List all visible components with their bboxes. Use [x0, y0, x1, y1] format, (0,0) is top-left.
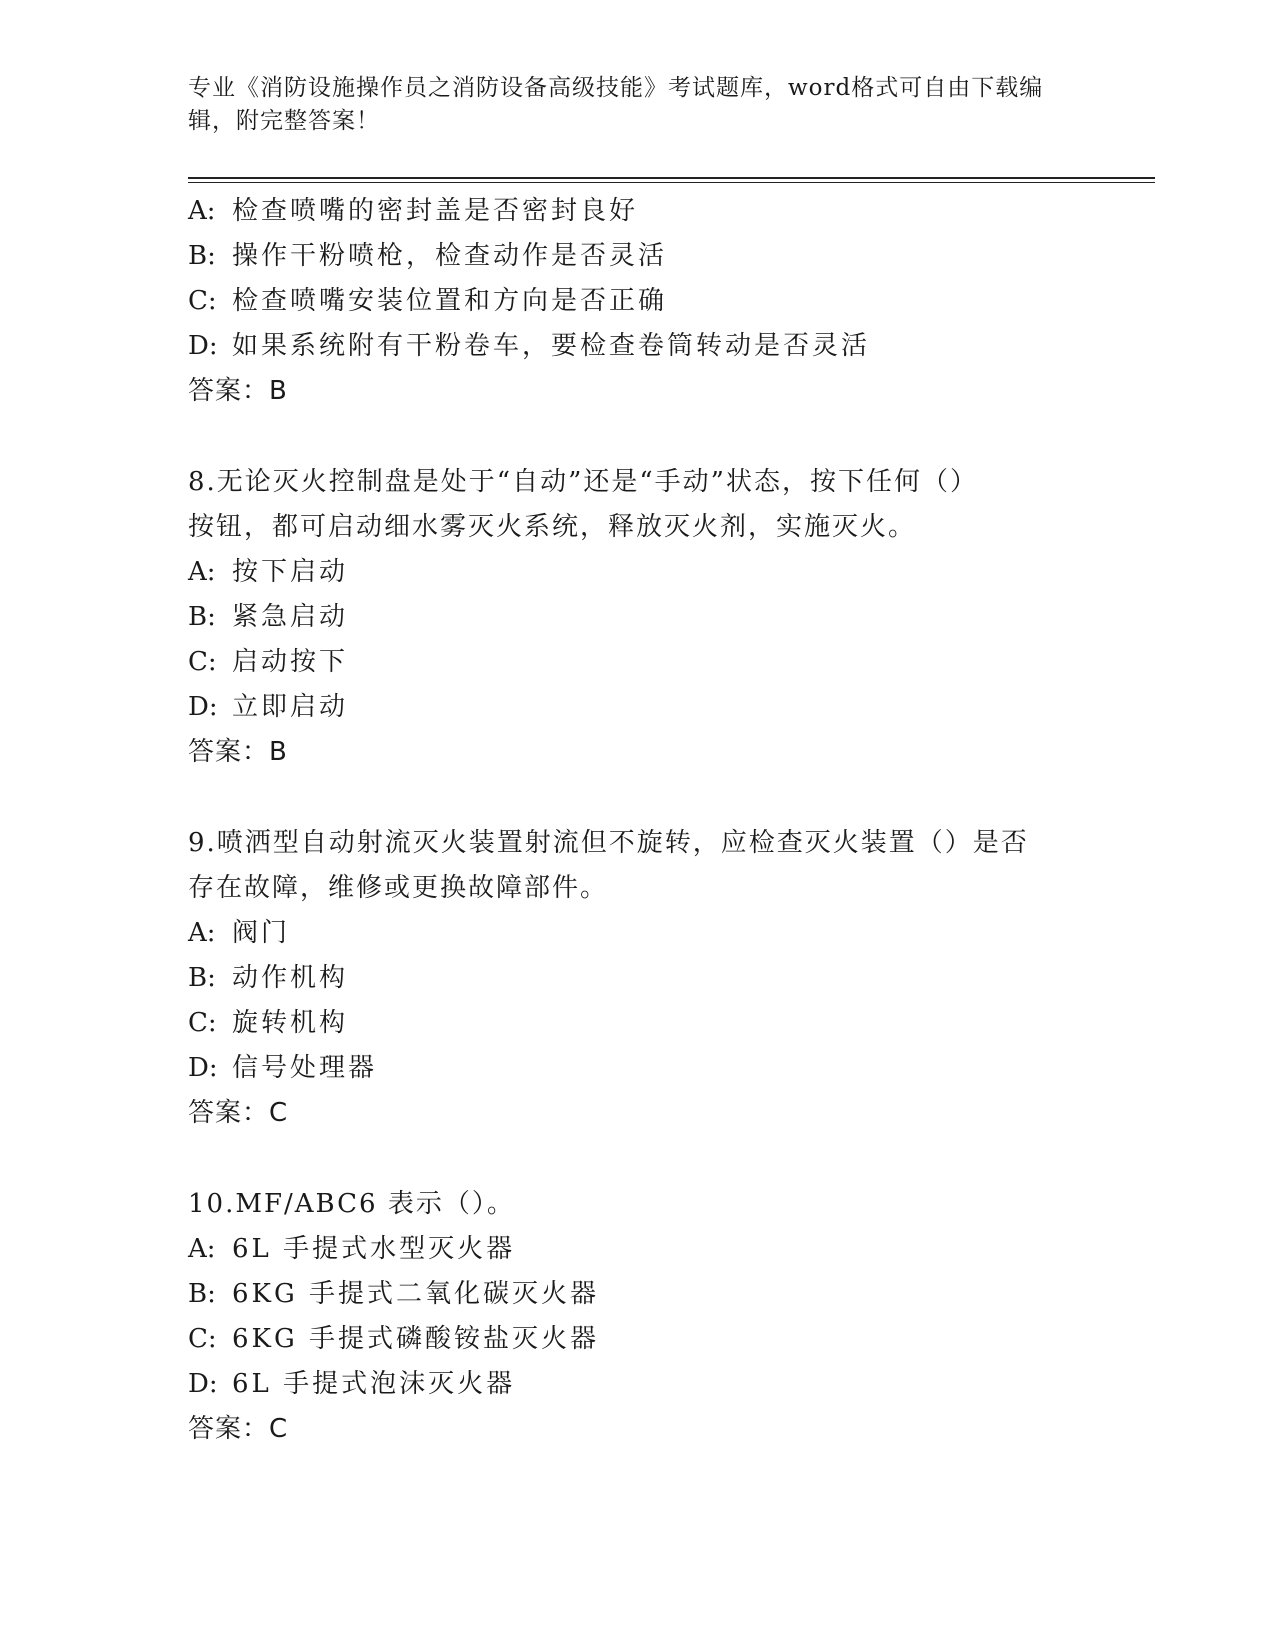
answer-line: 答案：B — [188, 737, 288, 767]
option-a: A: 6L 手提式水型灭火器 — [188, 1234, 516, 1264]
option-c: C: 检查喷嘴安装位置和方向是否正确 — [188, 286, 668, 316]
spacer — [188, 414, 1088, 460]
answer-line: 答案：B — [188, 376, 288, 406]
answer-line: 答案：C — [188, 1414, 289, 1444]
header-line-1: 专业《消防设施操作员之消防设备高级技能》考试题库，word格式可自由下载编 — [188, 75, 1044, 101]
question-8-block — [188, 460, 1088, 775]
spacer — [188, 1136, 1088, 1182]
option-d: D: 立即启动 — [188, 692, 349, 722]
header-divider-thick — [188, 177, 1155, 179]
option-a: A: 检查喷嘴的密封盖是否密封良好 — [188, 196, 639, 226]
option-b: B: 6KG 手提式二氧化碳灭火器 — [188, 1279, 600, 1309]
question-text: 存在故障，维修或更换故障部件。 — [188, 873, 609, 903]
option-b: B: 操作干粉喷枪，检查动作是否灵活 — [188, 241, 668, 271]
option-a: A: 阀门 — [188, 918, 291, 948]
header-line-2: 辑，附完整答案！ — [188, 108, 380, 134]
question-10-block — [188, 1182, 1088, 1452]
question-7-block — [188, 189, 1088, 414]
option-d: D: 如果系统附有干粉卷车，要检查卷筒转动是否灵活 — [188, 331, 871, 361]
question-9-block — [188, 821, 1088, 1136]
question-text: 9.喷洒型自动射流灭火装置射流但不旋转，应检查灭火装置（）是否 — [188, 828, 1029, 858]
option-b: B: 紧急启动 — [188, 602, 349, 632]
option-c: C: 6KG 手提式磷酸铵盐灭火器 — [188, 1324, 600, 1354]
option-b: B: 动作机构 — [188, 963, 349, 993]
option-d: D: 6L 手提式泡沫灭火器 — [188, 1369, 516, 1399]
header-divider-thin — [188, 182, 1155, 183]
answer-line: 答案：C — [188, 1098, 289, 1128]
option-c: C: 启动按下 — [188, 647, 349, 677]
option-c: C: 旋转机构 — [188, 1008, 349, 1038]
question-list — [188, 189, 1088, 1452]
spacer — [188, 775, 1088, 821]
option-d: D: 信号处理器 — [188, 1053, 378, 1083]
question-text: 8.无论灭火控制盘是处于“自动”还是“手动”状态，按下任何（） — [188, 467, 978, 497]
question-text: 10.MF/ABC6 表示（）。 — [188, 1189, 515, 1219]
question-text: 按钮，都可启动细水雾灭火系统，释放灭火剂，实施灭火。 — [188, 512, 917, 542]
document-header — [188, 72, 1068, 138]
option-a: A: 按下启动 — [188, 557, 349, 587]
